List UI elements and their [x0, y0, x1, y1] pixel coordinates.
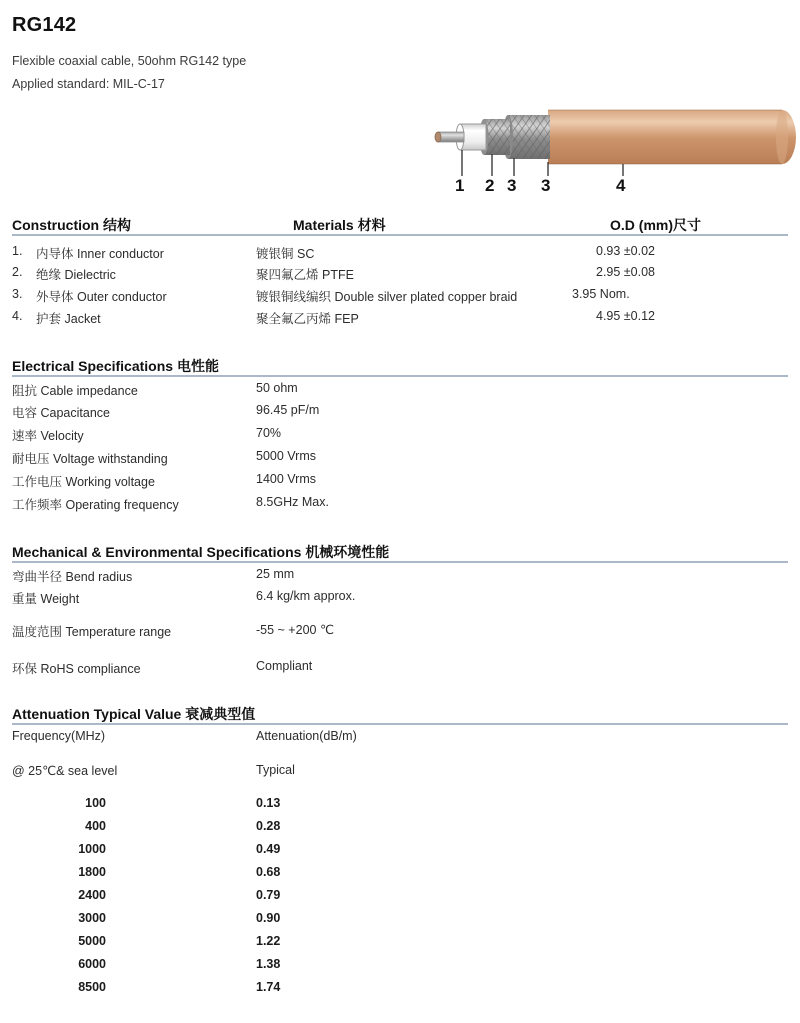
construction-row-material-en: Double silver plated copper braid: [334, 290, 518, 304]
attenuation-frequency: 3000: [78, 911, 106, 925]
materials-heading-cjk: 材料: [357, 218, 386, 234]
electrical-row-label: [12, 403, 110, 421]
construction-row-material-en: SC: [297, 247, 315, 261]
construction-row-index: 2.: [12, 265, 23, 279]
attenuation-value-column-header: Attenuation(dB/m): [256, 729, 357, 743]
construction-row-name-en: Dielectric: [64, 268, 116, 282]
electrical-row-value: 70%: [256, 426, 282, 440]
mechanical-row-label-cjk: 温度范围: [12, 624, 63, 639]
electrical-row-label-cjk: 阻抗: [12, 383, 38, 398]
construction-row-name: [36, 287, 167, 305]
construction-row-material-en: FEP: [334, 312, 359, 326]
attenuation-heading-cjk: 衰减典型值: [185, 707, 256, 723]
mechanical-heading: [12, 542, 389, 562]
electrical-row-label-cjk: 电容: [12, 405, 38, 420]
electrical-row-label: [12, 472, 155, 490]
mechanical-row-label-cjk: 重量: [12, 591, 38, 606]
electrical-row-value: 5000 Vrms: [256, 449, 316, 463]
construction-row-od: 2.95 ±0.08: [596, 265, 655, 279]
electrical-row-label-cjk: 工作电压: [12, 474, 63, 489]
construction-row-od: 4.95 ±0.12: [596, 309, 655, 323]
construction-row-name: [36, 244, 164, 262]
construction-row-material: [256, 309, 359, 327]
cable-cutaway-diagram: [430, 92, 796, 204]
construction-row-name-en: Inner conductor: [77, 247, 164, 261]
electrical-row-value: 1400 Vrms: [256, 472, 316, 486]
electrical-divider: [12, 375, 788, 377]
mechanical-heading-cjk: 机械环境性能: [305, 545, 390, 561]
construction-row-material: [256, 287, 517, 305]
mechanical-row-label: [12, 659, 141, 677]
callout-number-3a: 3: [507, 176, 517, 195]
attenuation-value: 0.28: [256, 819, 281, 833]
construction-row-name: [36, 265, 116, 283]
callout-number-2: 2: [485, 176, 495, 195]
attenuation-frequency: 400: [85, 819, 106, 833]
applied-standard: Applied standard: MIL-C-17: [12, 77, 165, 91]
attenuation-value: 1.74: [256, 980, 281, 994]
electrical-row-label-en: Capacitance: [40, 406, 110, 420]
construction-row-name-cjk: 护套: [36, 311, 62, 326]
mechanical-row-label: [12, 622, 171, 640]
mechanical-row-label: [12, 567, 132, 585]
construction-heading: [12, 215, 131, 235]
page-title: RG142: [12, 14, 77, 36]
mechanical-heading-en: Mechanical & Environmental Specifications: [12, 544, 302, 560]
callout-number-1: 1: [455, 176, 465, 195]
mechanical-row-label: [12, 589, 79, 607]
attenuation-heading: [12, 704, 255, 724]
construction-row-material: [256, 244, 314, 262]
electrical-row-label: [12, 426, 84, 444]
od-heading-en: O.D (mm): [610, 217, 673, 233]
attenuation-value: 1.38: [256, 957, 281, 971]
mechanical-row-value: 6.4 kg/km approx.: [256, 589, 356, 603]
construction-row-material: [256, 265, 354, 283]
attenuation-frequency: 8500: [78, 980, 106, 994]
attenuation-frequency-column-header: Frequency(MHz): [12, 729, 106, 743]
electrical-row-value: 8.5GHz Max.: [256, 495, 329, 509]
mechanical-divider: [12, 561, 788, 563]
mechanical-row-label-en: Bend radius: [65, 570, 133, 584]
attenuation-frequency: 6000: [78, 957, 106, 971]
mechanical-row-label-cjk: 环保: [12, 661, 38, 676]
inner-conductor-layer: [435, 132, 464, 142]
construction-row-name-cjk: 外导体: [36, 289, 74, 304]
attenuation-frequency: 1800: [78, 865, 106, 879]
construction-row-name-en: Jacket: [64, 312, 101, 326]
mechanical-row-value: Compliant: [256, 659, 313, 673]
construction-divider: [12, 234, 788, 236]
materials-column-heading: [293, 215, 386, 235]
construction-row-index: 3.: [12, 287, 23, 301]
electrical-row-label-cjk: 耐电压: [12, 451, 50, 466]
electrical-row-label: [12, 381, 138, 399]
mechanical-row-label-en: Weight: [40, 592, 80, 606]
attenuation-frequency: 5000: [78, 934, 106, 948]
construction-heading-en: Construction: [12, 217, 100, 233]
attenuation-divider: [12, 723, 788, 725]
construction-row-index: 1.: [12, 244, 23, 258]
construction-row-material-cjk: 镀银铜: [256, 246, 294, 261]
electrical-row-label-en: Operating frequency: [65, 498, 179, 512]
construction-row-name: [36, 309, 101, 327]
electrical-heading-cjk: 电性能: [176, 359, 219, 375]
mechanical-row-label-cjk: 弯曲半径: [12, 569, 63, 584]
mechanical-row-value: -55 ~ +200 ℃: [256, 623, 334, 637]
callout-number-3b: 3: [541, 176, 551, 195]
attenuation-value: 0.49: [256, 842, 281, 856]
product-description: Flexible coaxial cable, 50ohm RG142 type: [12, 54, 247, 68]
construction-row-name-cjk: 绝缘: [36, 267, 62, 282]
attenuation-value: 0.90: [256, 911, 281, 925]
electrical-heading-en: Electrical Specifications: [12, 358, 174, 374]
construction-heading-cjk: 结构: [103, 218, 131, 234]
construction-row-od: 0.93 ±0.02: [596, 244, 655, 258]
electrical-row-label-cjk: 工作频率: [12, 497, 63, 512]
construction-row-material-en: PTFE: [322, 268, 354, 282]
attenuation-value: 1.22: [256, 934, 281, 948]
electrical-row-label-en: Velocity: [40, 429, 84, 443]
materials-heading-en: Materials: [293, 217, 354, 233]
callout-number-4: 4: [616, 176, 626, 195]
mechanical-row-label-en: Temperature range: [65, 625, 172, 639]
attenuation-heading-en: Attenuation Typical Value: [12, 706, 182, 722]
construction-row-od: 3.95 Nom.: [572, 287, 630, 301]
electrical-row-label-en: Working voltage: [65, 475, 155, 489]
construction-row-name-cjk: 内导体: [36, 246, 74, 261]
attenuation-value: 0.79: [256, 888, 281, 902]
construction-row-name-en: Outer conductor: [77, 290, 167, 304]
electrical-row-label: [12, 495, 179, 513]
od-heading-cjk: 尺寸: [673, 218, 701, 234]
construction-row-material-cjk: 聚四氟乙烯: [256, 267, 319, 282]
attenuation-condition-value: Typical: [256, 763, 295, 777]
attenuation-value: 0.68: [256, 865, 281, 879]
electrical-row-label-en: Voltage withstanding: [53, 452, 168, 466]
attenuation-value: 0.13: [256, 796, 281, 810]
attenuation-frequency: 2400: [78, 888, 106, 902]
construction-row-index: 4.: [12, 309, 23, 323]
mechanical-row-label-en: RoHS compliance: [40, 662, 141, 676]
electrical-row-value: 96.45 pF/m: [256, 403, 320, 417]
electrical-heading: [12, 356, 219, 376]
electrical-row-value: 50 ohm: [256, 381, 298, 395]
attenuation-frequency: 1000: [78, 842, 106, 856]
electrical-row-label-cjk: 速率: [12, 428, 38, 443]
construction-row-material-cjk: 镀银铜线编织: [256, 289, 332, 304]
outer-braid-layer: [503, 115, 550, 159]
electrical-row-label: [12, 449, 168, 467]
attenuation-frequency: 100: [85, 796, 106, 810]
construction-row-material-cjk: 聚全氟乙丙烯: [256, 311, 332, 326]
jacket-layer: [548, 110, 796, 164]
attenuation-condition: @ 25℃& sea level: [12, 764, 118, 778]
mechanical-row-value: 25 mm: [256, 567, 295, 581]
od-column-heading: [610, 215, 701, 235]
electrical-row-label-en: Cable impedance: [40, 384, 138, 398]
